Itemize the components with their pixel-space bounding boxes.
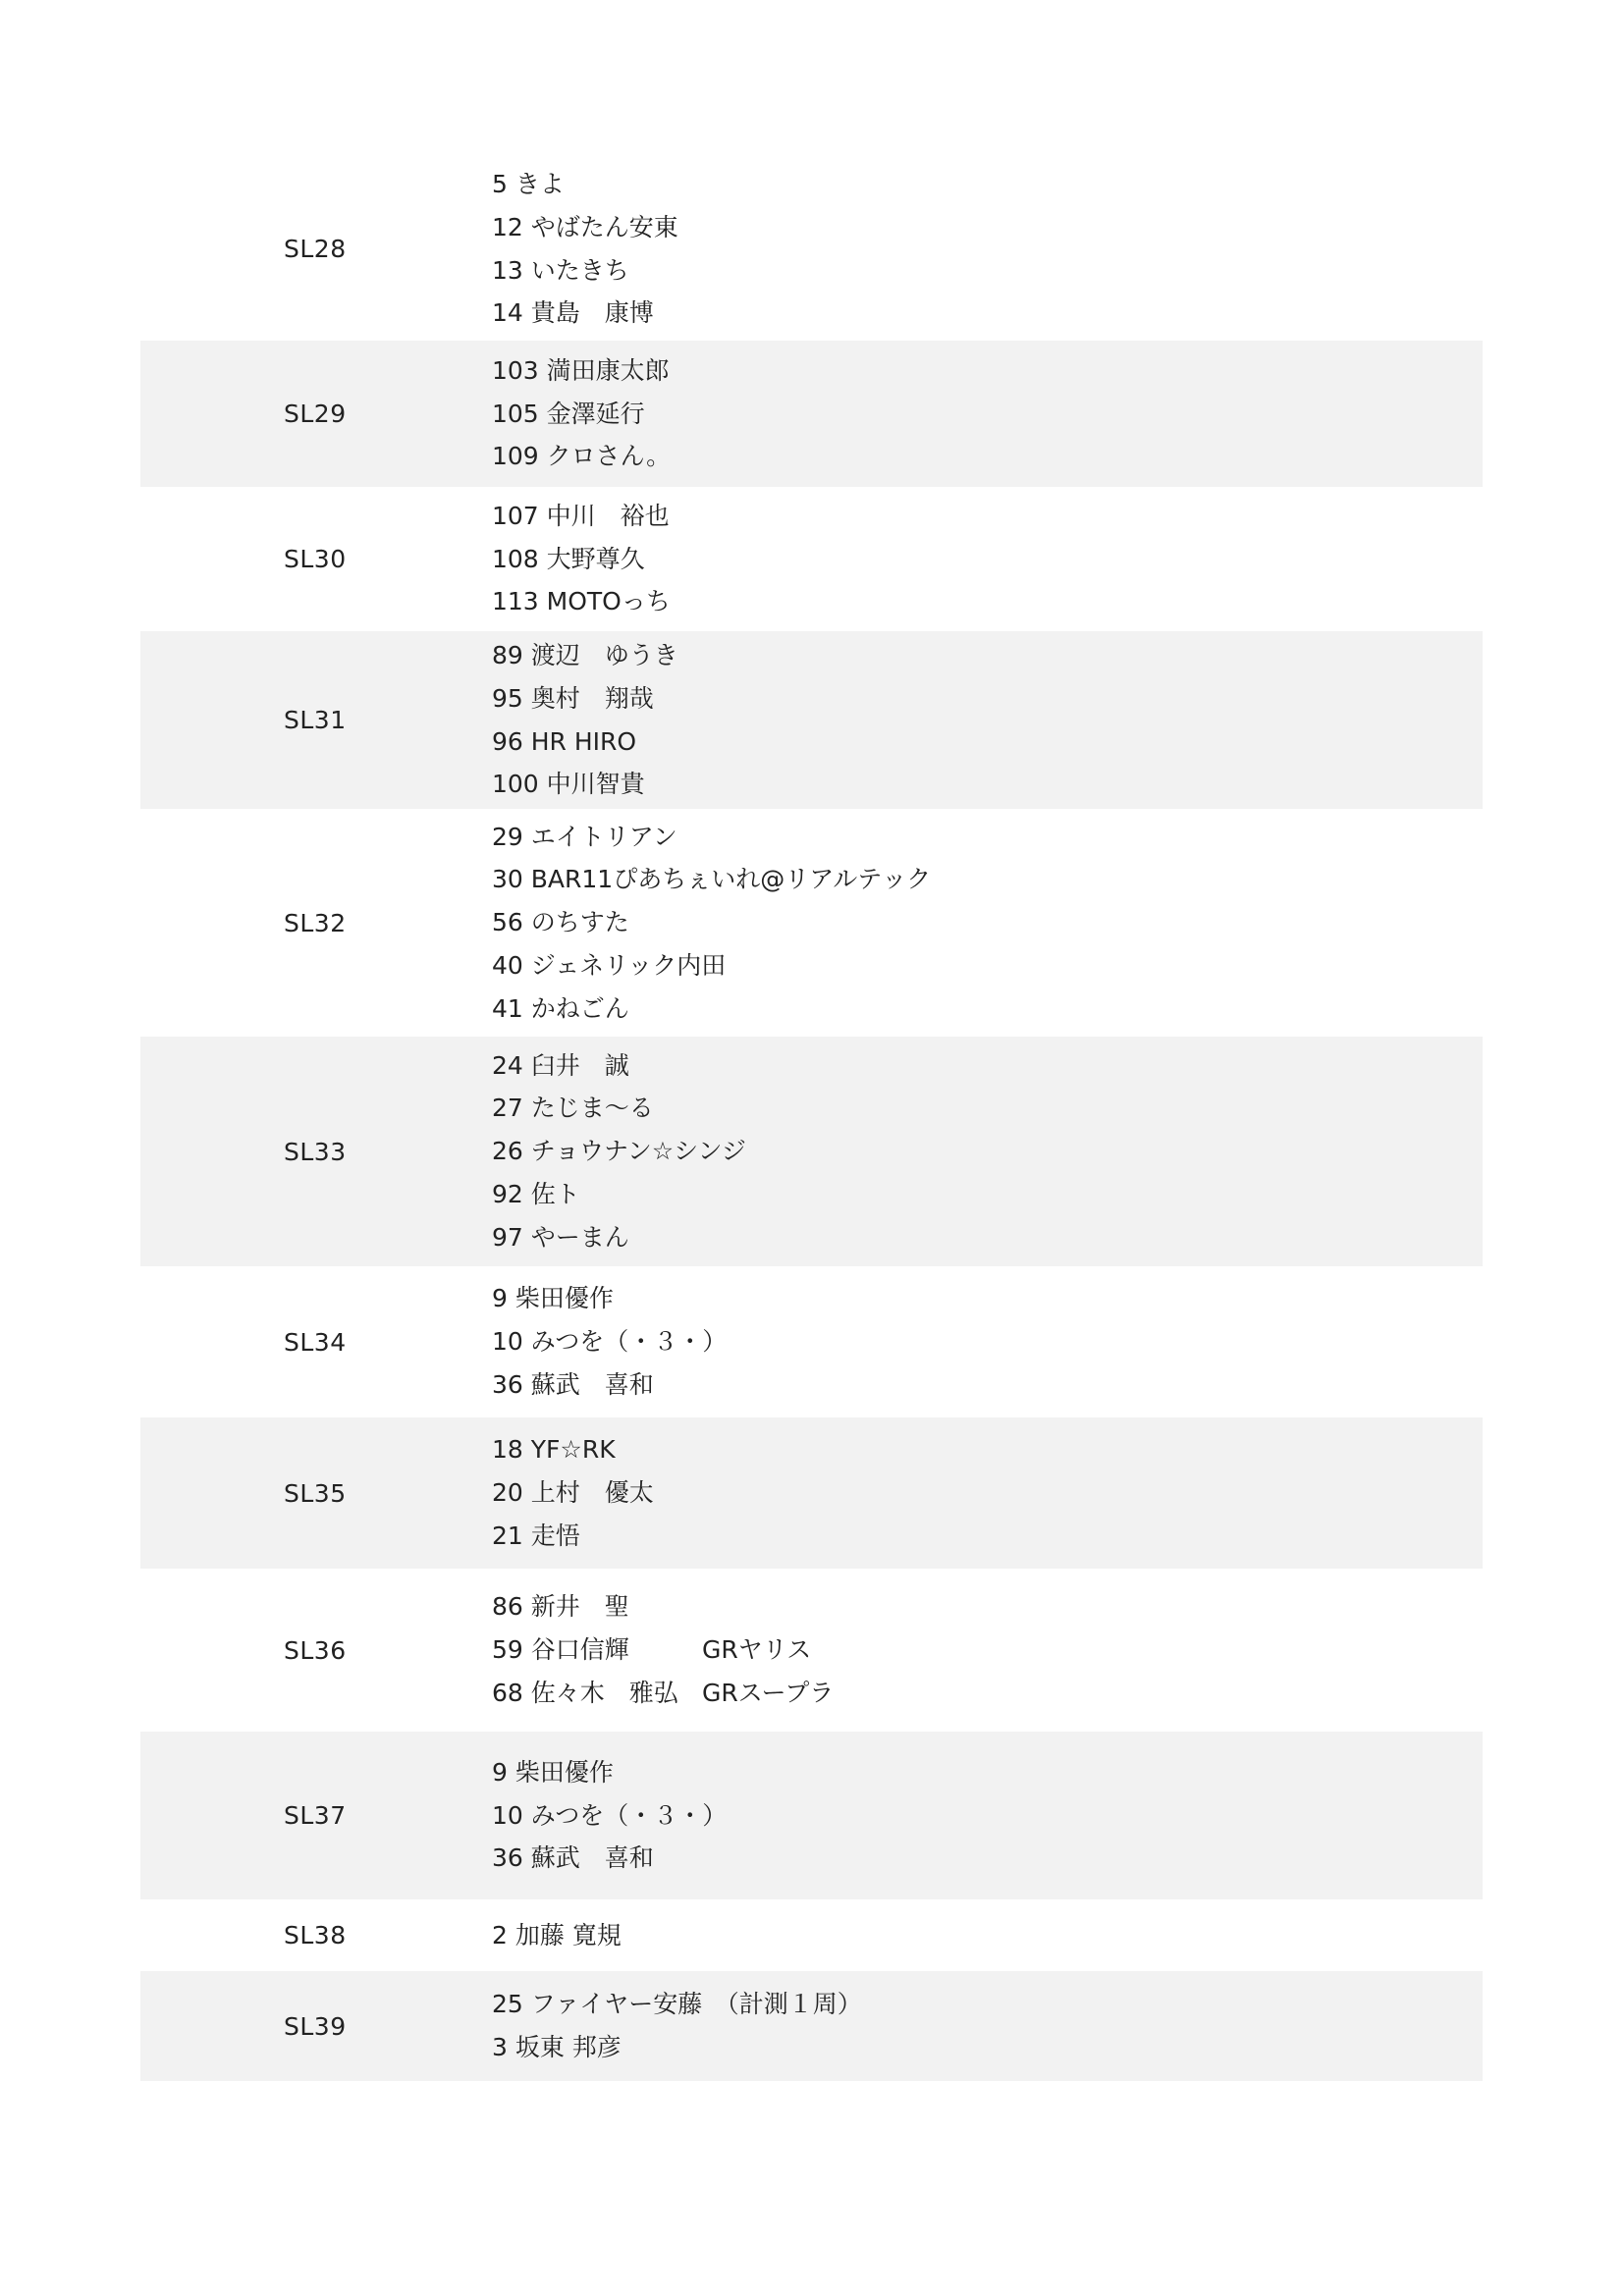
driver-name: 89 渡辺 ゆうき (492, 640, 678, 669)
list-item (492, 249, 1483, 293)
driver-name: 14 貴島 康博 (492, 298, 654, 328)
driver-name: 26 チョウナン☆シンジ (492, 1137, 746, 1166)
list-item (492, 1629, 1483, 1672)
driver-name: 20 上村 優太 (492, 1478, 654, 1508)
heat-label: SL34 (284, 1327, 347, 1357)
driver-name: 36 蘇武 喜和 (492, 1369, 654, 1399)
list-item (492, 677, 1483, 721)
table-row (140, 809, 1483, 1037)
driver-name: 105 金澤延行 (492, 399, 645, 428)
driver-name: 40 ジェネリック内田 (492, 950, 727, 980)
driver-list (492, 634, 1483, 806)
table-row (140, 1971, 1483, 2081)
list-item (492, 1216, 1483, 1259)
driver-list (492, 1428, 1483, 1557)
car-note: GRスープラ (702, 1678, 835, 1707)
driver-name: 68 佐々木 雅弘 (492, 1678, 678, 1707)
table-row (140, 487, 1483, 631)
driver-name: 107 中川 裕也 (492, 501, 670, 530)
driver-name: 96 HR HIRO (492, 726, 637, 756)
driver-name: 109 クロさん。 (492, 442, 672, 471)
list-item (492, 1983, 1483, 2026)
heat-label: SL32 (284, 908, 347, 937)
driver-name: 29 エイトリアン (492, 822, 677, 851)
list-item (492, 1320, 1483, 1363)
driver-name: 56 のちすた (492, 908, 629, 937)
driver-name: 27 たじま〜る (492, 1094, 654, 1123)
driver-list (492, 495, 1483, 623)
list-item (492, 495, 1483, 538)
heat-table (140, 157, 1483, 2081)
driver-name: 13 いたきち (492, 255, 629, 285)
table-row (140, 1417, 1483, 1569)
driver-name: 30 BAR11ぴあちぇいれ@リアルテック (492, 865, 932, 894)
list-item (492, 1914, 1483, 1957)
driver-name: 95 奥村 翔哉 (492, 683, 654, 713)
driver-name: 10 みつを（・３・） (492, 1800, 728, 1830)
heat-label: SL31 (284, 706, 347, 734)
heat-label: SL29 (284, 400, 347, 428)
list-item (492, 1130, 1483, 1173)
driver-name: 97 やーまん (492, 1222, 629, 1252)
driver-list (492, 1277, 1483, 1406)
table-row (140, 1266, 1483, 1417)
list-item (492, 1428, 1483, 1471)
heat-label: SL28 (284, 235, 347, 263)
table-row (140, 1899, 1483, 1971)
driver-name: 9 柴田優作 (492, 1284, 614, 1313)
driver-name: 18 YF☆RK (492, 1435, 616, 1465)
driver-list (492, 1044, 1483, 1259)
heat-label: SL39 (284, 2011, 347, 2041)
list-item (492, 1173, 1483, 1216)
driver-name: 59 谷口信輝 (492, 1635, 629, 1665)
driver-name: 103 満田康太郎 (492, 355, 670, 385)
driver-name: 2 加藤 寛規 (492, 1920, 622, 1949)
car-note: GRヤリス (702, 1635, 812, 1665)
list-item (492, 1794, 1483, 1838)
list-item (492, 816, 1483, 859)
list-item (492, 1515, 1483, 1558)
list-item (492, 1087, 1483, 1130)
list-item (492, 634, 1483, 677)
list-item (492, 1363, 1483, 1407)
driver-name: 25 ファイヤー安藤 （計測１周） (492, 1990, 862, 2019)
driver-list (492, 349, 1483, 478)
heat-label: SL38 (284, 1921, 347, 1949)
heat-label: SL35 (284, 1478, 347, 1508)
driver-list (492, 163, 1483, 335)
list-item (492, 988, 1483, 1031)
heat-label: SL37 (284, 1801, 347, 1830)
driver-name: 100 中川智貴 (492, 770, 645, 799)
driver-name: 41 かねごん (492, 993, 629, 1023)
driver-name: 24 臼井 誠 (492, 1050, 629, 1080)
driver-list (492, 816, 1483, 1031)
list-item (492, 763, 1483, 806)
driver-name: 36 蘇武 喜和 (492, 1843, 654, 1873)
list-item (492, 435, 1483, 478)
driver-name: 9 柴田優作 (492, 1757, 614, 1787)
driver-list (492, 1751, 1483, 1880)
list-item (492, 1672, 1483, 1715)
driver-name: 5 きよ (492, 169, 565, 198)
list-item (492, 944, 1483, 988)
driver-name: 92 佐ト (492, 1179, 580, 1208)
table-row (140, 631, 1483, 809)
table-row (140, 1037, 1483, 1266)
driver-name: 21 走悟 (492, 1521, 580, 1550)
list-item (492, 721, 1483, 764)
list-item (492, 1585, 1483, 1629)
driver-name: 113 MOTOっち (492, 587, 671, 616)
list-item (492, 1044, 1483, 1088)
table-row (140, 1732, 1483, 1899)
list-item (492, 1751, 1483, 1794)
driver-name: 3 坂東 邦彦 (492, 2033, 622, 2061)
list-item (492, 1837, 1483, 1880)
driver-list (492, 1983, 1483, 2069)
driver-list (492, 1585, 1483, 1714)
table-row (140, 157, 1483, 341)
table-row (140, 341, 1483, 487)
table-row (140, 1569, 1483, 1732)
list-item (492, 206, 1483, 249)
driver-name: 86 新井 聖 (492, 1592, 629, 1622)
list-item (492, 1277, 1483, 1320)
list-item (492, 349, 1483, 393)
list-item (492, 163, 1483, 206)
driver-list (492, 1914, 1483, 1957)
list-item (492, 393, 1483, 436)
heat-label: SL33 (284, 1137, 347, 1166)
heat-label: SL30 (284, 545, 347, 573)
list-item (492, 1471, 1483, 1515)
list-item (492, 292, 1483, 335)
driver-name: 10 みつを（・３・） (492, 1327, 728, 1357)
list-item (492, 580, 1483, 623)
driver-name: 108 大野尊久 (492, 544, 645, 573)
list-item (492, 858, 1483, 901)
driver-name: 12 やばたん安東 (492, 212, 678, 241)
list-item (492, 538, 1483, 581)
list-item (492, 2026, 1483, 2069)
heat-label: SL36 (284, 1635, 347, 1665)
list-item (492, 901, 1483, 944)
